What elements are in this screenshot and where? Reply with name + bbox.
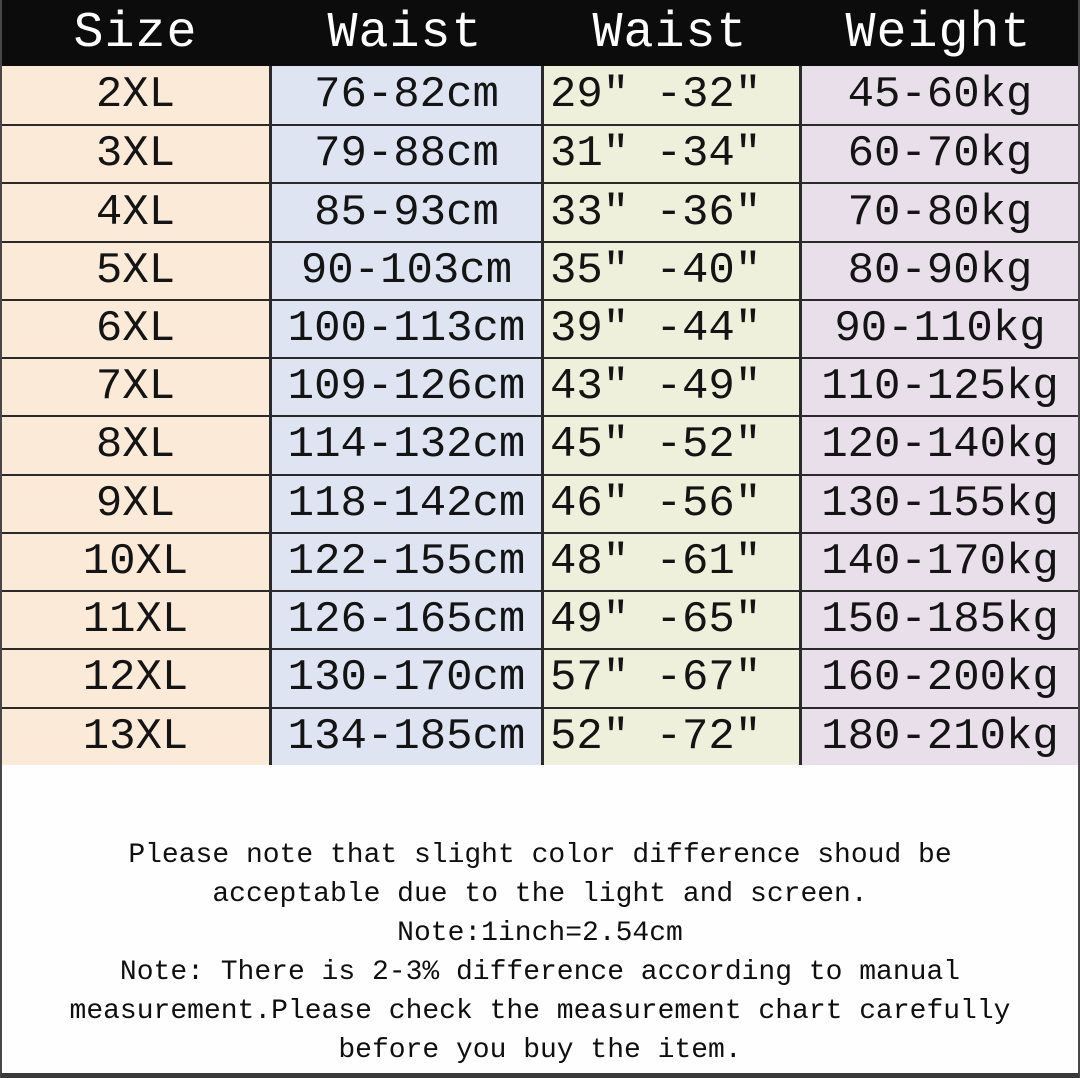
waist-cm-cell: 134-185cm xyxy=(269,709,541,765)
waist-inch-cell: 57″ -67″ xyxy=(541,650,799,706)
table-row xyxy=(2,707,1078,765)
note-line: Note:1inch=2.54cm xyxy=(397,918,683,949)
table-row xyxy=(2,532,1078,590)
waist-inch-cell: 49″ -65″ xyxy=(541,592,799,648)
size-cell: 6XL xyxy=(2,301,269,357)
waist-cm-cell: 76-82cm xyxy=(269,66,541,124)
waist-inch-cell: 29″ -32″ xyxy=(541,66,799,124)
weight-cell: 70-80kg xyxy=(799,184,1078,240)
weight-cell: 60-70kg xyxy=(799,126,1078,182)
size-cell: 8XL xyxy=(2,417,269,473)
size-cell: 10XL xyxy=(2,534,269,590)
header-weight: Weight xyxy=(845,4,1032,62)
waist-cm-cell: 109-126cm xyxy=(269,359,541,415)
size-cell: 13XL xyxy=(2,709,269,765)
weight-cell: 160-200kg xyxy=(799,650,1078,706)
table-row xyxy=(2,66,1078,124)
note-line: measurement.Please check the measurement chart carefully xyxy=(69,996,1011,1027)
note-line: acceptable due to the light and screen. xyxy=(212,879,868,910)
header-waist-inch: Waist xyxy=(592,4,748,62)
waist-cm-cell: 130-170cm xyxy=(269,650,541,706)
note-line: Please note that slight color difference shoud be xyxy=(128,840,952,871)
waist-inch-cell: 43″ -49″ xyxy=(541,359,799,415)
size-cell: 9XL xyxy=(2,476,269,532)
waist-inch-cell: 39″ -44″ xyxy=(541,301,799,357)
table-row xyxy=(2,124,1078,182)
table-header-row xyxy=(2,0,1078,66)
size-cell: 5XL xyxy=(2,243,269,299)
size-cell: 12XL xyxy=(2,650,269,706)
waist-cm-cell: 85-93cm xyxy=(269,184,541,240)
waist-cm-cell: 118-142cm xyxy=(269,476,541,532)
weight-cell: 180-210kg xyxy=(799,709,1078,765)
note-line: before you buy the item. xyxy=(338,1035,742,1066)
header-waist-cm: Waist xyxy=(327,4,483,62)
waist-inch-cell: 48″ -61″ xyxy=(541,534,799,590)
notes-section xyxy=(2,823,1078,1073)
weight-cell: 90-110kg xyxy=(799,301,1078,357)
waist-inch-cell: 33″ -36″ xyxy=(541,184,799,240)
note-line: Note: There is 2-3% difference according to manual xyxy=(119,957,961,988)
weight-cell: 140-170kg xyxy=(799,534,1078,590)
table-row xyxy=(2,648,1078,706)
header-size: Size xyxy=(73,4,198,62)
table-row xyxy=(2,415,1078,473)
size-cell: 2XL xyxy=(2,66,269,124)
waist-inch-cell: 35″ -40″ xyxy=(541,243,799,299)
waist-inch-cell: 31″ -34″ xyxy=(541,126,799,182)
waist-cm-cell: 126-165cm xyxy=(269,592,541,648)
weight-cell: 45-60kg xyxy=(799,66,1078,124)
waist-cm-cell: 114-132cm xyxy=(269,417,541,473)
waist-cm-cell: 90-103cm xyxy=(269,243,541,299)
size-cell: 7XL xyxy=(2,359,269,415)
waist-cm-cell: 100-113cm xyxy=(269,301,541,357)
table-row xyxy=(2,590,1078,648)
size-cell: 11XL xyxy=(2,592,269,648)
table-row xyxy=(2,241,1078,299)
weight-cell: 110-125kg xyxy=(799,359,1078,415)
weight-cell: 150-185kg xyxy=(799,592,1078,648)
weight-cell: 80-90kg xyxy=(799,243,1078,299)
waist-inch-cell: 45″ -52″ xyxy=(541,417,799,473)
weight-cell: 130-155kg xyxy=(799,476,1078,532)
size-cell: 3XL xyxy=(2,126,269,182)
waist-inch-cell: 52″ -72″ xyxy=(541,709,799,765)
waist-inch-cell: 46″ -56″ xyxy=(541,476,799,532)
table-row xyxy=(2,474,1078,532)
size-cell: 4XL xyxy=(2,184,269,240)
table-row xyxy=(2,182,1078,240)
table-row xyxy=(2,299,1078,357)
table-body xyxy=(2,66,1078,823)
waist-cm-cell: 122-155cm xyxy=(269,534,541,590)
weight-cell: 120-140kg xyxy=(799,417,1078,473)
table-row xyxy=(2,357,1078,415)
waist-cm-cell: 79-88cm xyxy=(269,126,541,182)
